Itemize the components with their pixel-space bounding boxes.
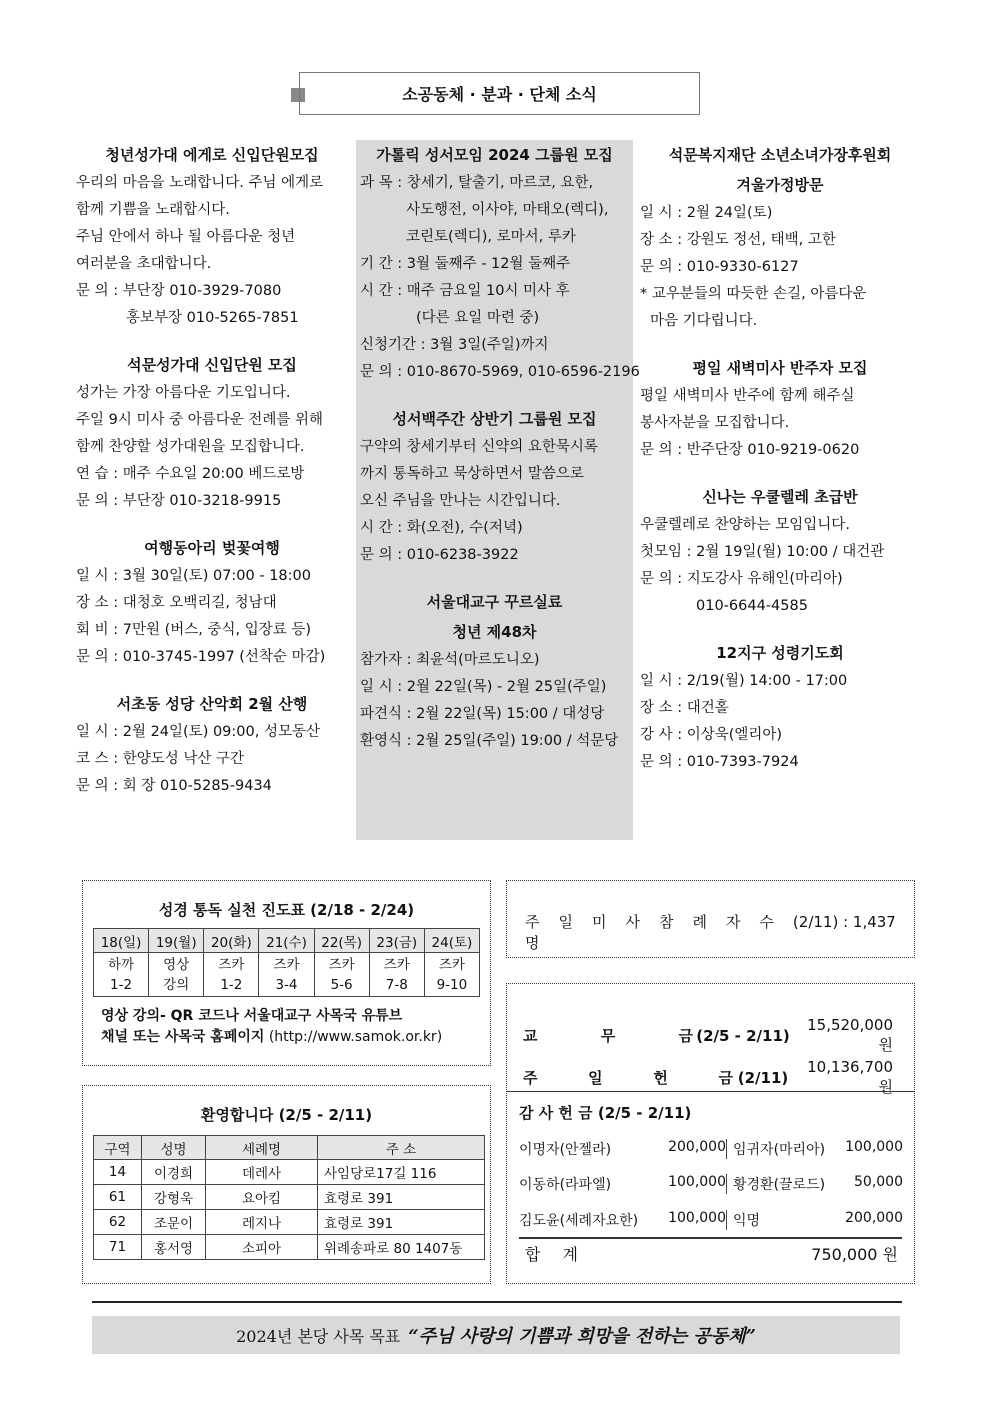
notice-title: 서초동 성당 산악회 2월 산행 [116,695,308,713]
finance-divider [507,1091,914,1092]
notice-line: 연 습 : 매주 수요일 20:00 베드로방 [76,466,305,482]
day-cell: 22(목) [314,929,369,953]
notice-line: 일 시 : 2월 24일(토) [640,205,773,221]
notice-title: 겨울가정방문 [736,176,824,194]
notice-line: 회 비 : 7만원 (버스, 중식, 입장료 등) [76,622,311,638]
notice-line: 일 시 : 2/19(월) 14:00 - 17:00 [640,673,848,689]
notice-line: 파견식 : 2월 22일(목) 15:00 / 대성당 [360,706,605,722]
notice-hiking-club [76,689,348,800]
notice-title: 가톨릭 성서모임 2024 그룹원 모집 [376,146,613,164]
attendance-label: 주일미사참례자수 [525,913,793,931]
notice-line: 010-6644-4585 [696,598,808,614]
notice-line: 일 시 : 3월 30일(토) 07:00 - 18:00 [76,568,311,584]
notice-line: 일 시 : 2월 24일(토) 09:00, 성모동산 [76,724,320,740]
reading-table [93,928,480,997]
table-row: 71 홍서영 소피아 위례송파로 80 1407동 [94,1235,485,1260]
reading-cell: 하까 1-2 [94,953,149,997]
reading-note-line: 영상 강의- QR 코드나 서울대교구 사목국 유튜브 [101,1008,403,1024]
notice-line: 주님 안에서 하나 될 아름다운 청년 [76,229,296,245]
reading-note [101,1006,442,1048]
notice-line: 구약의 창세기부터 신약의 요한묵시록 [360,439,598,455]
attendance-text [525,911,914,953]
notice-line: 마음 기다립니다. [650,313,758,329]
notice-title: 12지구 성령기도회 [716,644,844,662]
notice-line: 주일 9시 미사 중 아름다운 전례를 위해 [76,412,323,428]
reading-cell: 즈카 9-10 [424,953,479,997]
notice-line: 과 목 : 창세기, 탈출기, 마르코, 요한, [360,175,594,191]
notice-line: 문 의 : 회 장 010-5285-9434 [76,778,272,794]
reading-cell: 즈카 3-4 [259,953,314,997]
notice-line: 일 시 : 2월 22일(목) - 2월 25일(주일) [360,679,607,695]
finance-box [506,983,915,1284]
notice-line: 문 의 : 010-8670-5969, 010-6596-2196 [360,364,640,380]
day-cell: 18(일) [94,929,149,953]
notice-line: 코 스 : 한양도성 낙산 구간 [76,751,245,767]
notice-line: 장 소 : 대청호 오백리길, 청남대 [76,595,277,611]
notice-line: 장 소 : 대건홀 [640,700,729,716]
notice-ukulele [640,482,920,620]
section-header-title: 소공동체 · 분과 · 단체 소식 [402,85,597,104]
day-cell: 20(화) [204,929,259,953]
notice-line: 홍보부장 010-5265-7851 [126,310,299,326]
notice-youth-choir [76,140,348,332]
table-row: 62 조문이 레지나 효령로 391 [94,1210,485,1235]
day-cell: 21(수) [259,929,314,953]
notice-title: 서울대교구 꾸르실료 [426,593,563,611]
notice-line: 까지 통독하고 묵상하면서 말씀으로 [360,466,584,482]
notice-title: 신나는 우쿨렐레 초급반 [702,488,858,506]
total-divider [519,1237,902,1239]
notice-line: 첫모임 : 2월 19일(월) 10:00 / 대건관 [640,544,885,560]
table-row: 61 강형욱 요아킴 효령로 391 [94,1185,485,1210]
col-header: 주 소 [318,1136,485,1160]
finance-row-offering: 교 무 금 (2/5 - 2/11) 15,520,000 원 [523,1016,893,1054]
welcome-box [82,1085,491,1284]
notice-line: 평일 새벽미사 반주에 함께 해주실 [640,388,855,404]
reading-note-bold: 채널 또는 사목국 홈페이지 [101,1029,265,1045]
footer-motto: “주님 사랑의 기쁨과 희망을 전하는 공동체” [408,1326,756,1347]
notice-line: 문 의 : 010-7393-7924 [640,754,799,770]
notice-bible-group [360,140,640,386]
notice-title: 청년성가대 에게로 신입단원모집 [105,146,319,164]
thanks-title: 감 사 헌 금 (2/5 - 2/11) [519,1104,692,1122]
footer-prefix: 2024년 본당 사목 목표 [236,1326,401,1346]
notice-title: 성서백주간 상반기 그룹원 모집 [392,410,597,428]
footer-bar [92,1316,900,1354]
table-row: 14 이경희 데레사 사임당로17길 116 [94,1160,485,1185]
notice-title: 석문성가대 신입단원 모집 [127,356,297,374]
day-cell: 19(월) [149,929,204,953]
welcome-title: 환영합니다 (2/5 - 2/11) [200,1106,373,1124]
notice-line: * 교우분들의 따듯한 손길, 아름다운 [640,286,867,302]
reading-schedule-box [82,880,491,1066]
notice-line: 문 의 : 지도강사 유해인(마리아) [640,571,843,587]
column-middle [356,140,640,840]
col-header: 세례명 [206,1136,318,1160]
reading-cell: 영상 강의 [149,953,204,997]
notice-line: 장 소 : 강원도 정선, 태백, 고한 [640,232,836,248]
notice-seokmun-choir [76,350,348,515]
notice-line: 코린토(렉디), 로마서, 루카 [406,229,576,245]
column-left [76,140,348,818]
notice-line: 문 의 : 010-3745-1997 (선착순 마감) [76,649,326,665]
notice-travel-club [76,533,348,671]
notice-line: 우쿨렐레로 찬양하는 모임입니다. [640,517,850,533]
reading-cell: 즈카 1-2 [204,953,259,997]
welcome-table [93,1135,485,1260]
notice-organist [640,353,920,464]
column-right [640,140,920,794]
notice-line: 성가는 가장 아름다운 기도입니다. [76,385,291,401]
total-row [525,1242,898,1265]
total-amount: 750,000 원 [811,1245,898,1264]
notice-title: 청년 제48차 [452,623,537,641]
thanks-row: 이동하(라파엘) 100,000 황경환(끌로드) 50,000 [519,1174,903,1193]
notice-line: 문 의 : 부단장 010-3929-7080 [76,283,282,299]
notice-line: 문 의 : 부단장 010-3218-9915 [76,493,282,509]
section-header [299,72,700,115]
notice-title: 석문복지재단 소년소녀가장후원회 [668,146,892,164]
reading-cell: 즈카 5-6 [314,953,369,997]
notice-line: 오신 주님을 만나는 시간입니다. [360,493,561,509]
notice-welfare-visit [640,140,920,335]
attendance-box [506,880,915,958]
notice-line: 시 간 : 매주 금요일 10시 미사 후 [360,283,570,299]
notice-line: 시 간 : 화(오전), 수(저녁) [360,520,523,536]
reading-title: 성경 통독 실천 진도표 (2/18 - 2/24) [158,901,415,919]
col-header: 구역 [94,1136,142,1160]
notice-cursillo [360,587,629,755]
notice-line: 문 의 : 반주단장 010-9219-0620 [640,442,860,458]
total-label: 합계 [525,1245,600,1264]
notice-line: 강 사 : 이상욱(엘리아) [640,727,783,743]
reading-note-url: (http://www.samok.or.kr) [264,1029,443,1045]
notice-line: 여러분을 초대합니다. [76,256,212,272]
notice-title: 여행동아리 벚꽃여행 [144,539,280,557]
notice-line: 환영식 : 2월 25일(주일) 19:00 / 석문당 [360,733,619,749]
notice-bible-100weeks [360,404,629,569]
finance-row-sunday: 주 일 헌 금 (2/11) 10,136,700 원 [523,1058,893,1096]
notice-line: 우리의 마음을 노래합니다. 주님 에게로 [76,175,324,191]
notice-line: 함께 기쁨을 노래합시다. [76,202,230,218]
reading-cell: 즈카 7-8 [369,953,424,997]
notice-line: 사도행전, 이사야, 마태오(렉디), [406,202,609,218]
notice-prayer-meeting [640,638,920,776]
notice-line: 봉사자분을 모집합니다. [640,415,790,431]
notice-line: 참가자 : 최윤석(마르도니오) [360,652,540,668]
thanks-row: 이명자(안젤라) 200,000 임귀자(마리아) 100,000 [519,1139,903,1158]
col-header: 성명 [142,1136,206,1160]
day-cell: 24(토) [424,929,479,953]
notice-line: 문 의 : 010-9330-6127 [640,259,799,275]
notice-line: 함께 찬양할 성가대원을 모집합니다. [76,439,305,455]
notice-line: 문 의 : 010-6238-3922 [360,547,519,563]
thanks-row: 김도윤(세례자요한) 100,000 익명 200,000 [519,1210,903,1229]
attendance-value: (2/11) : 1,437 명 [525,913,896,952]
footer-rule [92,1301,902,1303]
notice-line: 신청기간 : 3월 3일(주일)까지 [360,337,549,353]
notice-line: (다른 요일 마련 중) [416,310,540,326]
day-cell: 23(금) [369,929,424,953]
notice-title: 평일 새벽미사 반주자 모집 [692,359,868,377]
notice-line: 기 간 : 3월 둘째주 - 12월 둘째주 [360,256,571,272]
